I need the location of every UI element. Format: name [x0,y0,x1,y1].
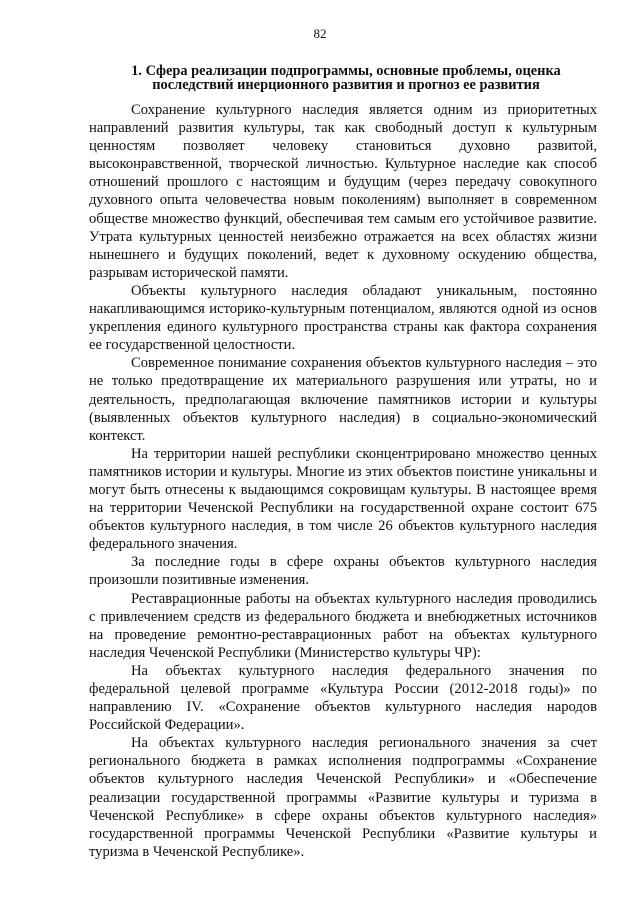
paragraph: На объектах культурного наследия федерального значения по федеральной целевой программе «Культура России (2012-2018 годы)» по направлению IV. «Сохранение объектов культурного наследия народов Российской Федерации». [89,662,597,734]
paragraph: На территории нашей республики сконцентрировано множество ценных памятников истории и культуры. Многие из этих объектов поистине уникальны и могут быть отнесены к выдающимся сокровищам культуры. В настоящее время на территории Чеченской Республики на государственной охране состоит 675 объектов культурного наследия, в том числе 26 объектов культурного наследия федерального значения. [89,445,597,553]
paragraph: На объектах культурного наследия регионального значения за счет регионального бюджета в рамках исполнения подпрограммы «Сохранение объектов культурного наследия Чеченской Республики» и «Обеспечение реализации государственной программы «Развитие культуры и туризма в Чеченской Республике» в сфере охраны объектов культурного наследия» государственной программы Чеченской Республики «Развитие культуры и туризма в Чеченской Республике». [89,735,597,860]
section-heading-line-1: 1. Сфера реализации подпрограммы, основные проблемы, оценка [131,63,561,79]
paragraph: Современное понимание сохранения объектов культурного наследия – это не только предотвращение их материального разрушения или утраты, но и деятельность, предполагающая включение памятников истории и культуры (выявленных объектов культурного наследия) в социально-экономический контекст. [89,355,597,444]
paragraph: Реставрационные работы на объектах культурного наследия проводились с привлечением средств из федерального бюджета и внебюджетных источников на проведение ремонтно-реставрационных работ на объектах культурного наследия Чеченской Республики (Министерство культуры ЧР): [89,590,597,661]
paragraph: Объекты культурного наследия обладают уникальным, постоянно накапливающимся историко-культурным потенциалом, являются одной из основ укрепления единого культурного пространства страны как фактора сохранения ее государственной целостности. [89,282,597,354]
paragraph: За последние годы в сфере охраны объектов культурного наследия произошли позитивные изменения. [89,554,597,589]
section-heading-line-2: последствий инерционного развития и прогноз ее развития [152,77,540,93]
section-heading [96,64,596,92]
page-number: 82 [313,26,327,41]
paragraph: Сохранение культурного наследия является одним из приоритетных направлений развития культуры, так как свободный доступ к культурным ценностям позволяет человеку становиться духовно развитой, высоконравственной, творческой личностью. Культурное наследие как способ отношений прошлого с настоящим и будущим (через передачу совокупного духовного опыта человечества новым поколениям) выполняет в современном обществе множество функций, обеспечивая тем самым его устойчивое развитие. Утрата культурных ценностей неизбежно отражается на всех областях жизни нынешнего и будущих поколений, ведет к духовному оскудению общества, разрывам исторической памяти. [89,102,597,281]
body-text [89,101,597,861]
